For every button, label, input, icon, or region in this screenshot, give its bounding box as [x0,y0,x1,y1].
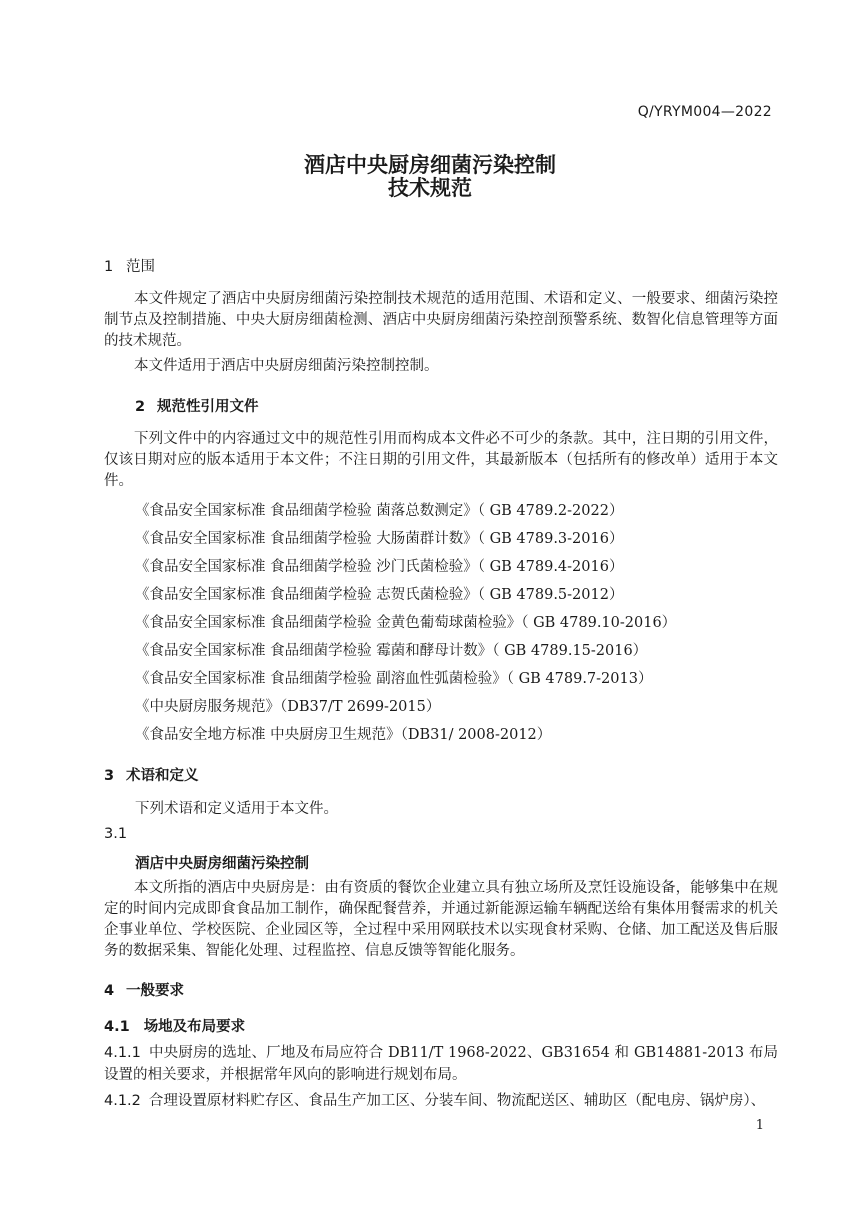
document-subtitle: 技术规范 [388,176,472,200]
section-3-heading [104,764,199,785]
reference-item: 《食品安全国家标准 食品细菌学检验 志贺氏菌检验》（ GB 4789.5-2012） [135,587,624,603]
reference-item: 《食品安全地方标准 中央厨房卫生规范》（DB31/ 2008-2012） [135,727,552,743]
clause-text: 合理设置原材料贮存区、食品生产加工区、分装车间、物流配送区、辅助区（配电房、锅炉房）、 [148,1093,766,1109]
section-title: 规范性引用文件 [157,399,259,415]
reference-item: 《食品安全国家标准 食品细菌学检验 沙门氏菌检验》（ GB 4789.4-2016） [135,559,624,575]
subsection-4-1-heading [104,1015,245,1036]
clause-text: 中央厨房的选址、厂地及布局应符合 DB11/T 1968-2022、GB31654 和 GB14881-2013 布局设置的相关要求，并根据常年风向的影响进行规划布局。 [104,1045,778,1083]
section-number: 1 [104,259,114,275]
reference-item: 《食品安全国家标准 食品细菌学检验 副溶血性弧菌检验》（ GB 4789.7-2013） [135,671,653,687]
section-title: 范围 [126,259,155,275]
section-1-heading [104,255,155,276]
reference-item: 《食品安全国家标准 食品细菌学检验 菌落总数测定》（ GB 4789.2-2022） [135,503,624,519]
section-number: 4 [104,983,115,999]
clause-number: 4.1.2 [104,1093,141,1109]
section-number: 2 [135,399,146,415]
section-title: 术语和定义 [126,768,199,784]
clause-4-1-2 [104,1090,778,1112]
document-title: 酒店中央厨房细菌污染控制 [304,153,556,177]
term-number: 3.1 [104,826,128,842]
clause-4-1-1 [104,1042,778,1086]
reference-item: 《食品安全国家标准 食品细菌学检验 大肠菌群计数》（ GB 4789.3-2016） [135,531,624,547]
page-number: 1 [755,1118,764,1133]
standard-number: Q/YRYM004—2022 [637,104,772,120]
section-3-intro: 下列术语和定义适用于本文件。 [135,801,338,817]
section-2-heading [135,395,259,416]
reference-item: 《食品安全国家标准 食品细菌学检验 霉菌和酵母计数》（ GB 4789.15-2016） [135,643,648,659]
section-1-paragraph-2: 本文件适用于酒店中央厨房细菌污染控制控制。 [134,358,439,374]
clause-number: 4.1.1 [104,1045,141,1061]
section-title: 一般要求 [126,983,184,999]
subsection-title: 场地及布局要求 [143,1019,246,1035]
section-number: 3 [104,768,115,784]
term-name: 酒店中央厨房细菌污染控制 [135,856,309,872]
term-definition: 本文所指的酒店中央厨房是：由有资质的餐饮企业建立具有独立场所及烹饪设施设备，能够集中在规定的时间内完成即食食品加工制作，确保配餐营养，并通过新能源运输车辆配送给有集体用餐需求的机关企事业单位、学校医院、企业园区等，全过程中采用网联技术以实现食材采购、仓储、加工配送及售后服务的数据采集、智能化处理、过程监控、信息反馈等智能化服务。 [104,880,778,959]
section-4-heading [104,979,184,1000]
reference-item: 《食品安全国家标准 食品细菌学检验 金黄色葡萄球菌检验》（ GB 4789.10-2016） [135,615,677,631]
reference-item: 《中央厨房服务规范》（DB37/T 2699-2015） [135,699,441,715]
section-1-paragraph-1: 本文件规定了酒店中央厨房细菌污染控制技术规范的适用范围、术语和定义、一般要求、细菌污染控制节点及控制措施、中央大厨房细菌检测、酒店中央厨房细菌污染控剖预警系统、数智化信息管理等方面的技术规范。 [104,291,778,349]
subsection-number: 4.1 [104,1019,130,1035]
section-2-intro: 下列文件中的内容通过文中的规范性引用而构成本文件必不可少的条款。其中，注日期的引用文件，仅该日期对应的版本适用于本文件；不注日期的引用文件，其最新版本（包括所有的修改单）适用于本文件。 [104,431,778,489]
